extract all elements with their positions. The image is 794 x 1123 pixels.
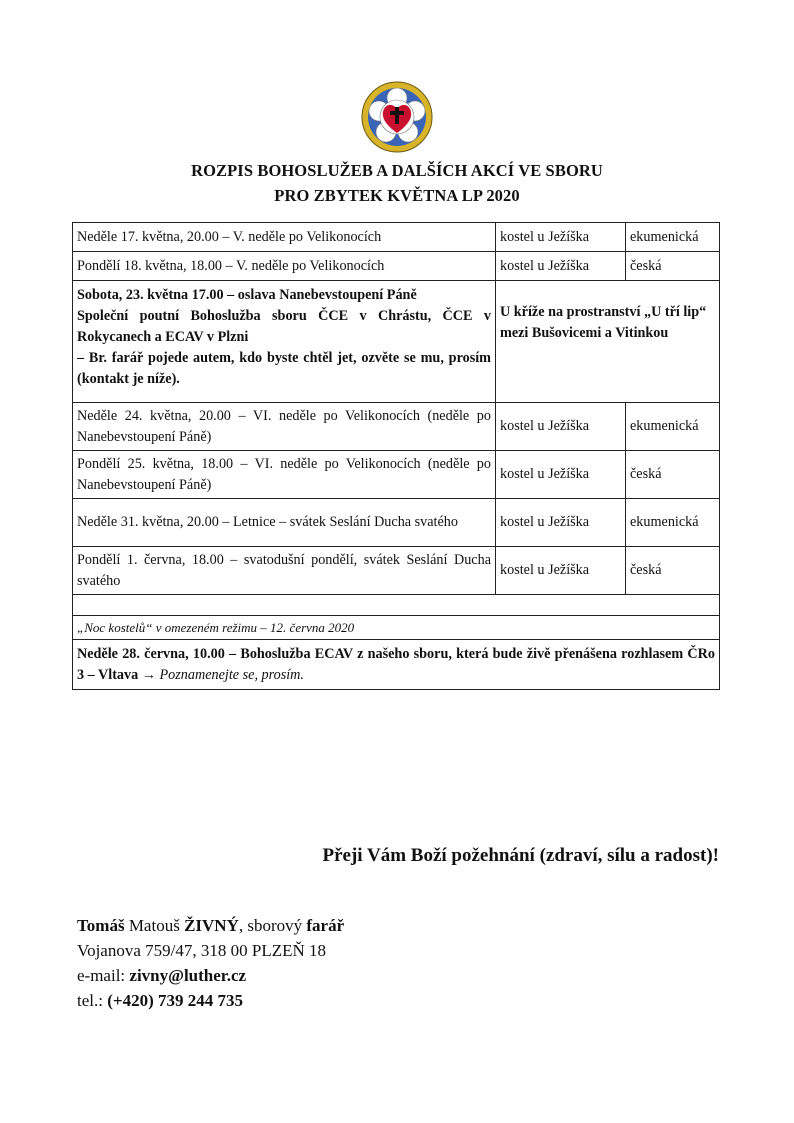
table-row <box>73 547 720 595</box>
place-cell: kostel u Ježíška <box>496 499 626 547</box>
event-cell: Neděle 17. května, 20.00 – V. neděle po Velikonocích <box>73 223 496 252</box>
place-cell: kostel u Ježíška <box>496 547 626 595</box>
type-cell: česká <box>626 547 720 595</box>
place-cell: kostel u Ježíška <box>496 252 626 281</box>
role: farář <box>306 916 345 935</box>
page-subtitle: PRO ZBYTEK KVĚTNA LP 2020 <box>274 186 520 205</box>
table-row <box>73 403 720 451</box>
email-label: e-mail: <box>77 966 130 985</box>
event-cell <box>73 281 496 403</box>
table-row <box>73 252 720 281</box>
type-cell: ekumenická <box>626 223 720 252</box>
event-line: – Br. farář pojede autem, kdo byste chtěl jet, ozvěte se mu, prosím (kontakt je níže). <box>77 350 491 387</box>
phone-number: (+420) 739 244 735 <box>107 991 243 1010</box>
event-line: Sobota, 23. května 17.00 – oslava Nanebevstoupení Páně <box>77 287 417 303</box>
place-cell: kostel u Ježíška <box>496 403 626 451</box>
event-cell: Pondělí 1. června, 18.00 – svatodušní pondělí, svátek Seslání Ducha svatého <box>73 547 496 595</box>
place-cell: U kříže na prostranství „U tří lip“ mezi Bušovicemi a Vitinkou <box>496 281 720 403</box>
empty-row <box>73 595 720 616</box>
place-cell: kostel u Ježíška <box>496 451 626 499</box>
table-row <box>73 223 720 252</box>
type-cell: ekumenická <box>626 403 720 451</box>
address: Vojanova 759/47, 318 00 PLZEŇ 18 <box>77 941 327 960</box>
type-cell: česká <box>626 252 720 281</box>
luther-rose-icon <box>361 81 433 153</box>
first-name: Tomáš <box>77 916 125 935</box>
table-row <box>73 499 720 547</box>
place-cell: kostel u Ježíška <box>496 223 626 252</box>
page-title: ROZPIS BOHOSLUŽEB A DALŠÍCH AKCÍ VE SBORU <box>191 161 603 180</box>
type-cell: ekumenická <box>626 499 720 547</box>
table-row <box>73 616 720 640</box>
empty-cell <box>73 595 720 616</box>
last-name: ŽIVNÝ <box>184 916 239 935</box>
reminder-text: Poznamenejte se, prosím. <box>159 666 304 683</box>
broadcast-note <box>73 640 720 690</box>
phone-line <box>77 988 344 1013</box>
event-cell: Pondělí 25. května, 18.00 – VI. neděle po Velikonocích (neděle po Nanebevstoupení Páně) <box>73 451 496 499</box>
table-row <box>73 451 720 499</box>
broadcast-text: Neděle 28. června, 10.00 – Bohoslužba ECAV z našeho sboru, která bude živě přenášena rozhlasem ČRo 3 – Vltava <box>77 645 715 683</box>
event-cell: Neděle 31. května, 20.00 – Letnice – svátek Seslání Ducha svatého <box>73 499 496 547</box>
signature-name-line <box>77 913 344 938</box>
email-link[interactable]: zivny@luther.cz <box>129 966 247 985</box>
table-row <box>73 281 720 403</box>
blessing-text: Přeji Vám Boží požehnání (zdraví, sílu a radost)! <box>322 845 719 866</box>
middle-name: Matouš <box>124 916 185 935</box>
signature-block <box>77 913 344 1013</box>
noc-kostelu-note: „Noc kostelů“ v omezeném režimu – 12. června 2020 <box>73 616 720 640</box>
schedule-table <box>72 222 720 690</box>
role-prefix: , sborový <box>238 916 307 935</box>
event-line: Společní poutní Bohoslužba sboru ČCE v Chrástu, ČCE v Rokycanech a ECAV v Plzni <box>77 308 491 345</box>
email-line <box>77 963 344 988</box>
event-cell: Pondělí 18. května, 18.00 – V. neděle po Velikonocích <box>73 252 496 281</box>
event-cell: Neděle 24. května, 20.00 – VI. neděle po Velikonocích (neděle po Nanebevstoupení Páně) <box>73 403 496 451</box>
type-cell: česká <box>626 451 720 499</box>
phone-label: tel.: <box>77 991 108 1010</box>
table-row <box>73 640 720 690</box>
arrow-icon: → <box>138 666 160 683</box>
